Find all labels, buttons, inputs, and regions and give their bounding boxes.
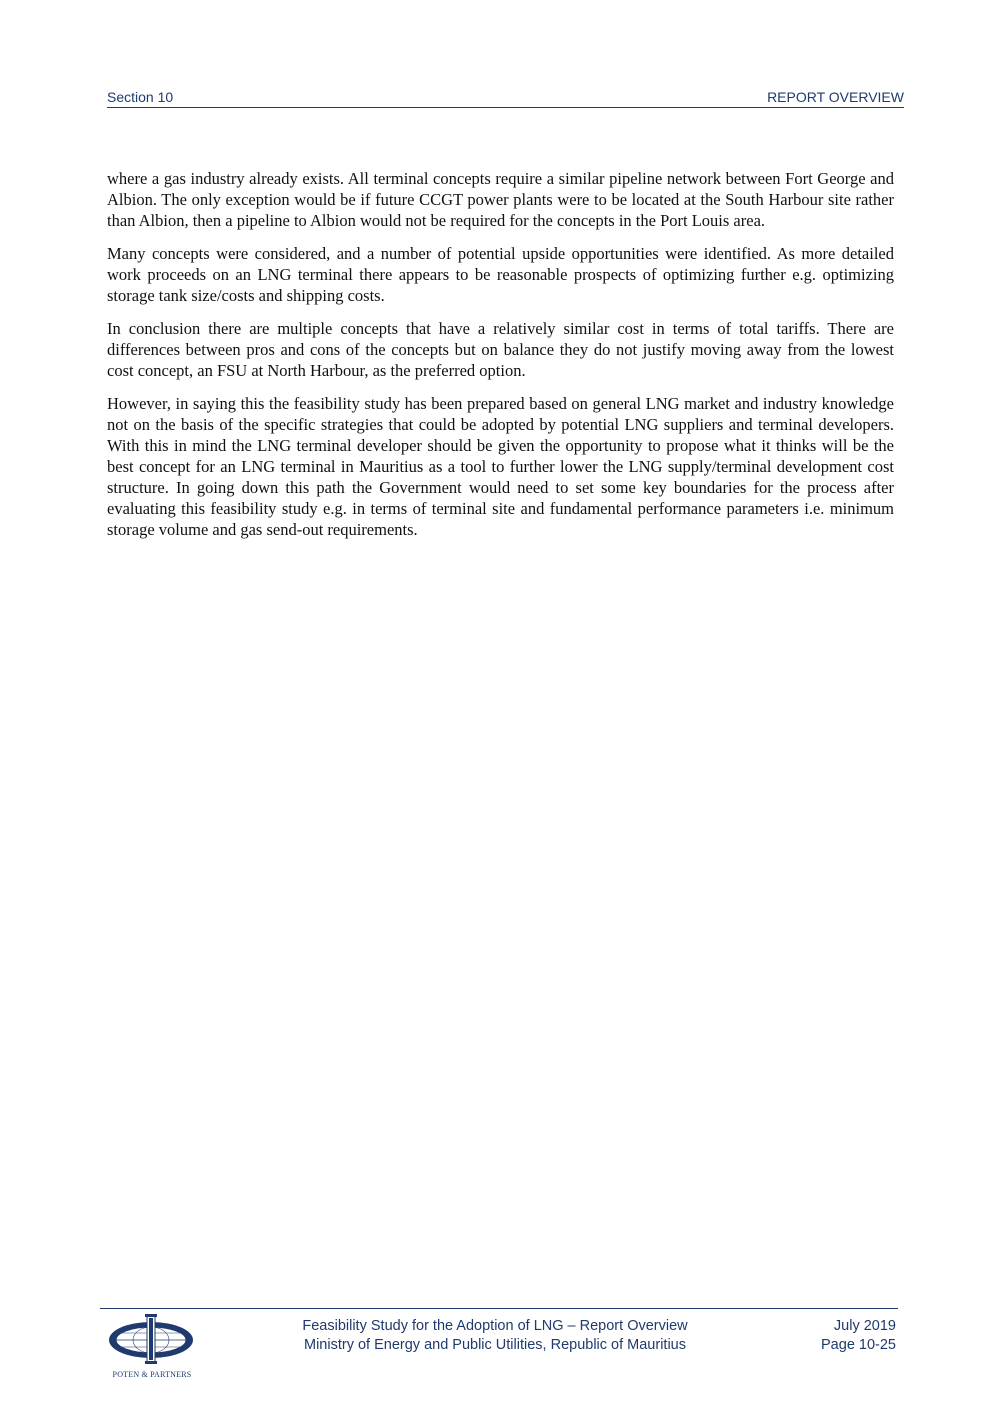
section-label: Section 10 <box>107 89 174 105</box>
footer-document-info <box>250 1317 740 1355</box>
footer-divider <box>100 1308 898 1309</box>
page-header <box>107 89 904 108</box>
report-body <box>107 168 894 552</box>
header-title: REPORT OVERVIEW <box>767 89 904 105</box>
footer-page-info <box>746 1317 896 1355</box>
footer-study-title: Feasibility Study for the Adoption of LNG – Report Overview <box>302 1318 688 1334</box>
paragraph: Many concepts were considered, and a number of potential upside opportunities were identified. As more detailed work proceeds on an LNG terminal there appears to be reasonable prospects of optimizing further e.g. optimizing storage tank size/costs and shipping costs. <box>107 244 894 305</box>
paragraph: where a gas industry already exists. All terminal concepts require a similar pipeline network between Fort George and Albion. The only exception would be if future CCGT power plants were to be located at the South Harbour site rather than Albion, then a pipeline to Albion would not be required for the concepts in the Port Louis area. <box>107 169 894 230</box>
paragraph: In conclusion there are multiple concepts that have a relatively similar cost in terms of total tariffs. There are differences between pros and cons of the concepts but on balance they do not justify moving away from the lowest cost concept, an FSU at North Harbour, as the preferred option. <box>107 319 894 380</box>
footer-ministry: Ministry of Energy and Public Utilities, Republic of Mauritius <box>304 1337 686 1353</box>
footer-date: July 2019 <box>833 1318 896 1334</box>
footer-page-number: Page 10-25 <box>821 1337 896 1353</box>
logo-caption: POTEN & PARTNERS <box>112 1370 192 1379</box>
paragraph: However, in saying this the feasibility study has been prepared based on general LNG market and industry knowledge not on the basis of the specific strategies that could be adopted by potential LNG suppliers and terminal developers. With this in mind the LNG terminal developer should be given the opportunity to propose what it thinks will be the best concept for an LNG terminal in Mauritius as a tool to further lower the LNG supply/terminal development cost structure. In going down this path the Government would need to set some key boundaries for the process after evaluating this feasibility study e.g. in terms of terminal site and fundamental performance parameters i.e. minimum storage volume and gas send-out requirements. <box>107 394 894 539</box>
